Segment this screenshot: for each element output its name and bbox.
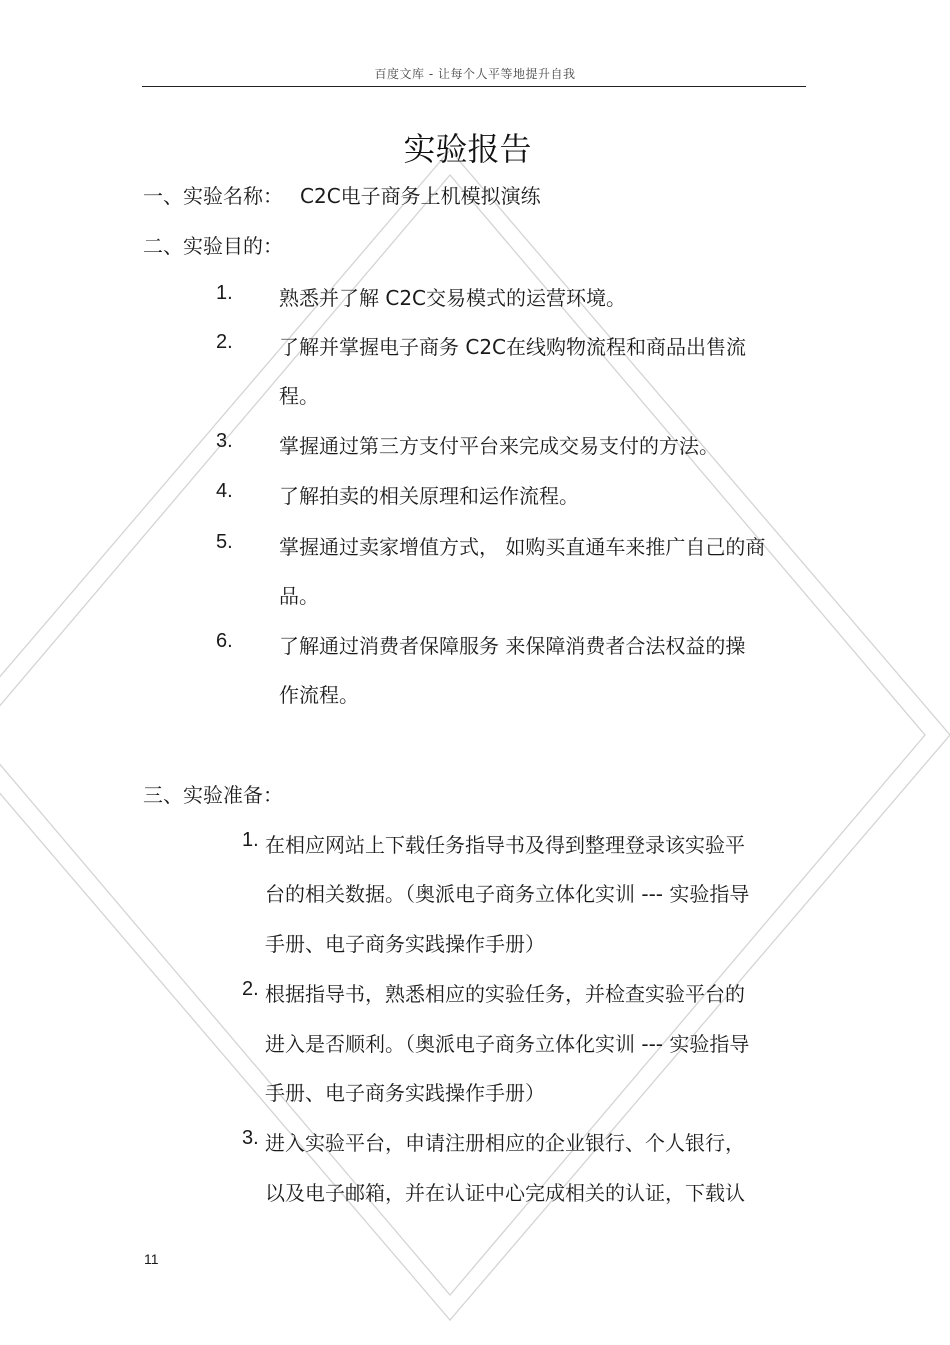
list-item-text: 以及电子邮箱，并在认证中心完成相关的认证，下载认: [265, 1181, 745, 1205]
page-title: 实验报告: [403, 130, 532, 168]
list-item-text: 手册、电子商务实践操作手册）: [265, 1081, 545, 1105]
page-header: 百度文库 - 让每个人平等地提升自我: [374, 67, 576, 81]
list-item-text: 台的相关数据。（奥派电子商务立体化实训 --- 实验指导: [265, 882, 750, 906]
list-item-text: 作流程。: [279, 683, 359, 707]
list-item-text: 根据指导书，熟悉相应的实验任务，并检查实验平台的: [265, 982, 745, 1006]
list-item-text: 了解并掌握电子商务 C2C在线购物流程和商品出售流: [279, 335, 747, 359]
list-item-number: 1.: [216, 282, 233, 304]
section3-label: 三、实验准备：: [143, 783, 283, 807]
list-item-text: 进入是否顺利。（奥派电子商务立体化实训 --- 实验指导: [265, 1032, 750, 1056]
list-item-number: 3.: [242, 1127, 259, 1149]
list-item-text: 掌握通过第三方支付平台来完成交易支付的方法。: [279, 434, 719, 458]
list-item-number: 2.: [216, 331, 233, 353]
list-item-number: 3.: [216, 430, 233, 452]
list-item-text: 进入实验平台，申请注册相应的企业银行、个人银行，: [265, 1131, 745, 1155]
header-divider: [142, 86, 806, 87]
list-item-number: 6.: [216, 630, 233, 652]
list-item-text: 了解通过消费者保障服务 来保障消费者合法权益的操: [279, 634, 746, 658]
list-item-number: 5.: [216, 531, 233, 553]
list-item-text: 掌握通过卖家增值方式， 如购买直通车来推广自己的商: [279, 535, 766, 559]
list-item-text: 程。: [279, 384, 319, 408]
page-number: 11: [144, 1251, 159, 1267]
list-item-text: 手册、电子商务实践操作手册）: [265, 932, 545, 956]
list-item-text: 品。: [279, 584, 319, 608]
list-item-text: 熟悉并了解 C2C交易模式的运营环境。: [279, 286, 627, 310]
list-item-text: 了解拍卖的相关原理和运作流程。: [279, 484, 579, 508]
list-item-text: 在相应网站上下载任务指导书及得到整理登录该实验平: [265, 833, 745, 857]
section1-label: 一、实验名称：: [143, 184, 283, 208]
experiment-name: C2C电子商务上机模拟演练: [300, 184, 541, 208]
section2-label: 二、实验目的：: [143, 234, 283, 258]
list-item-number: 1.: [242, 829, 259, 851]
list-item-number: 2.: [242, 978, 259, 1000]
list-item-number: 4.: [216, 480, 233, 502]
